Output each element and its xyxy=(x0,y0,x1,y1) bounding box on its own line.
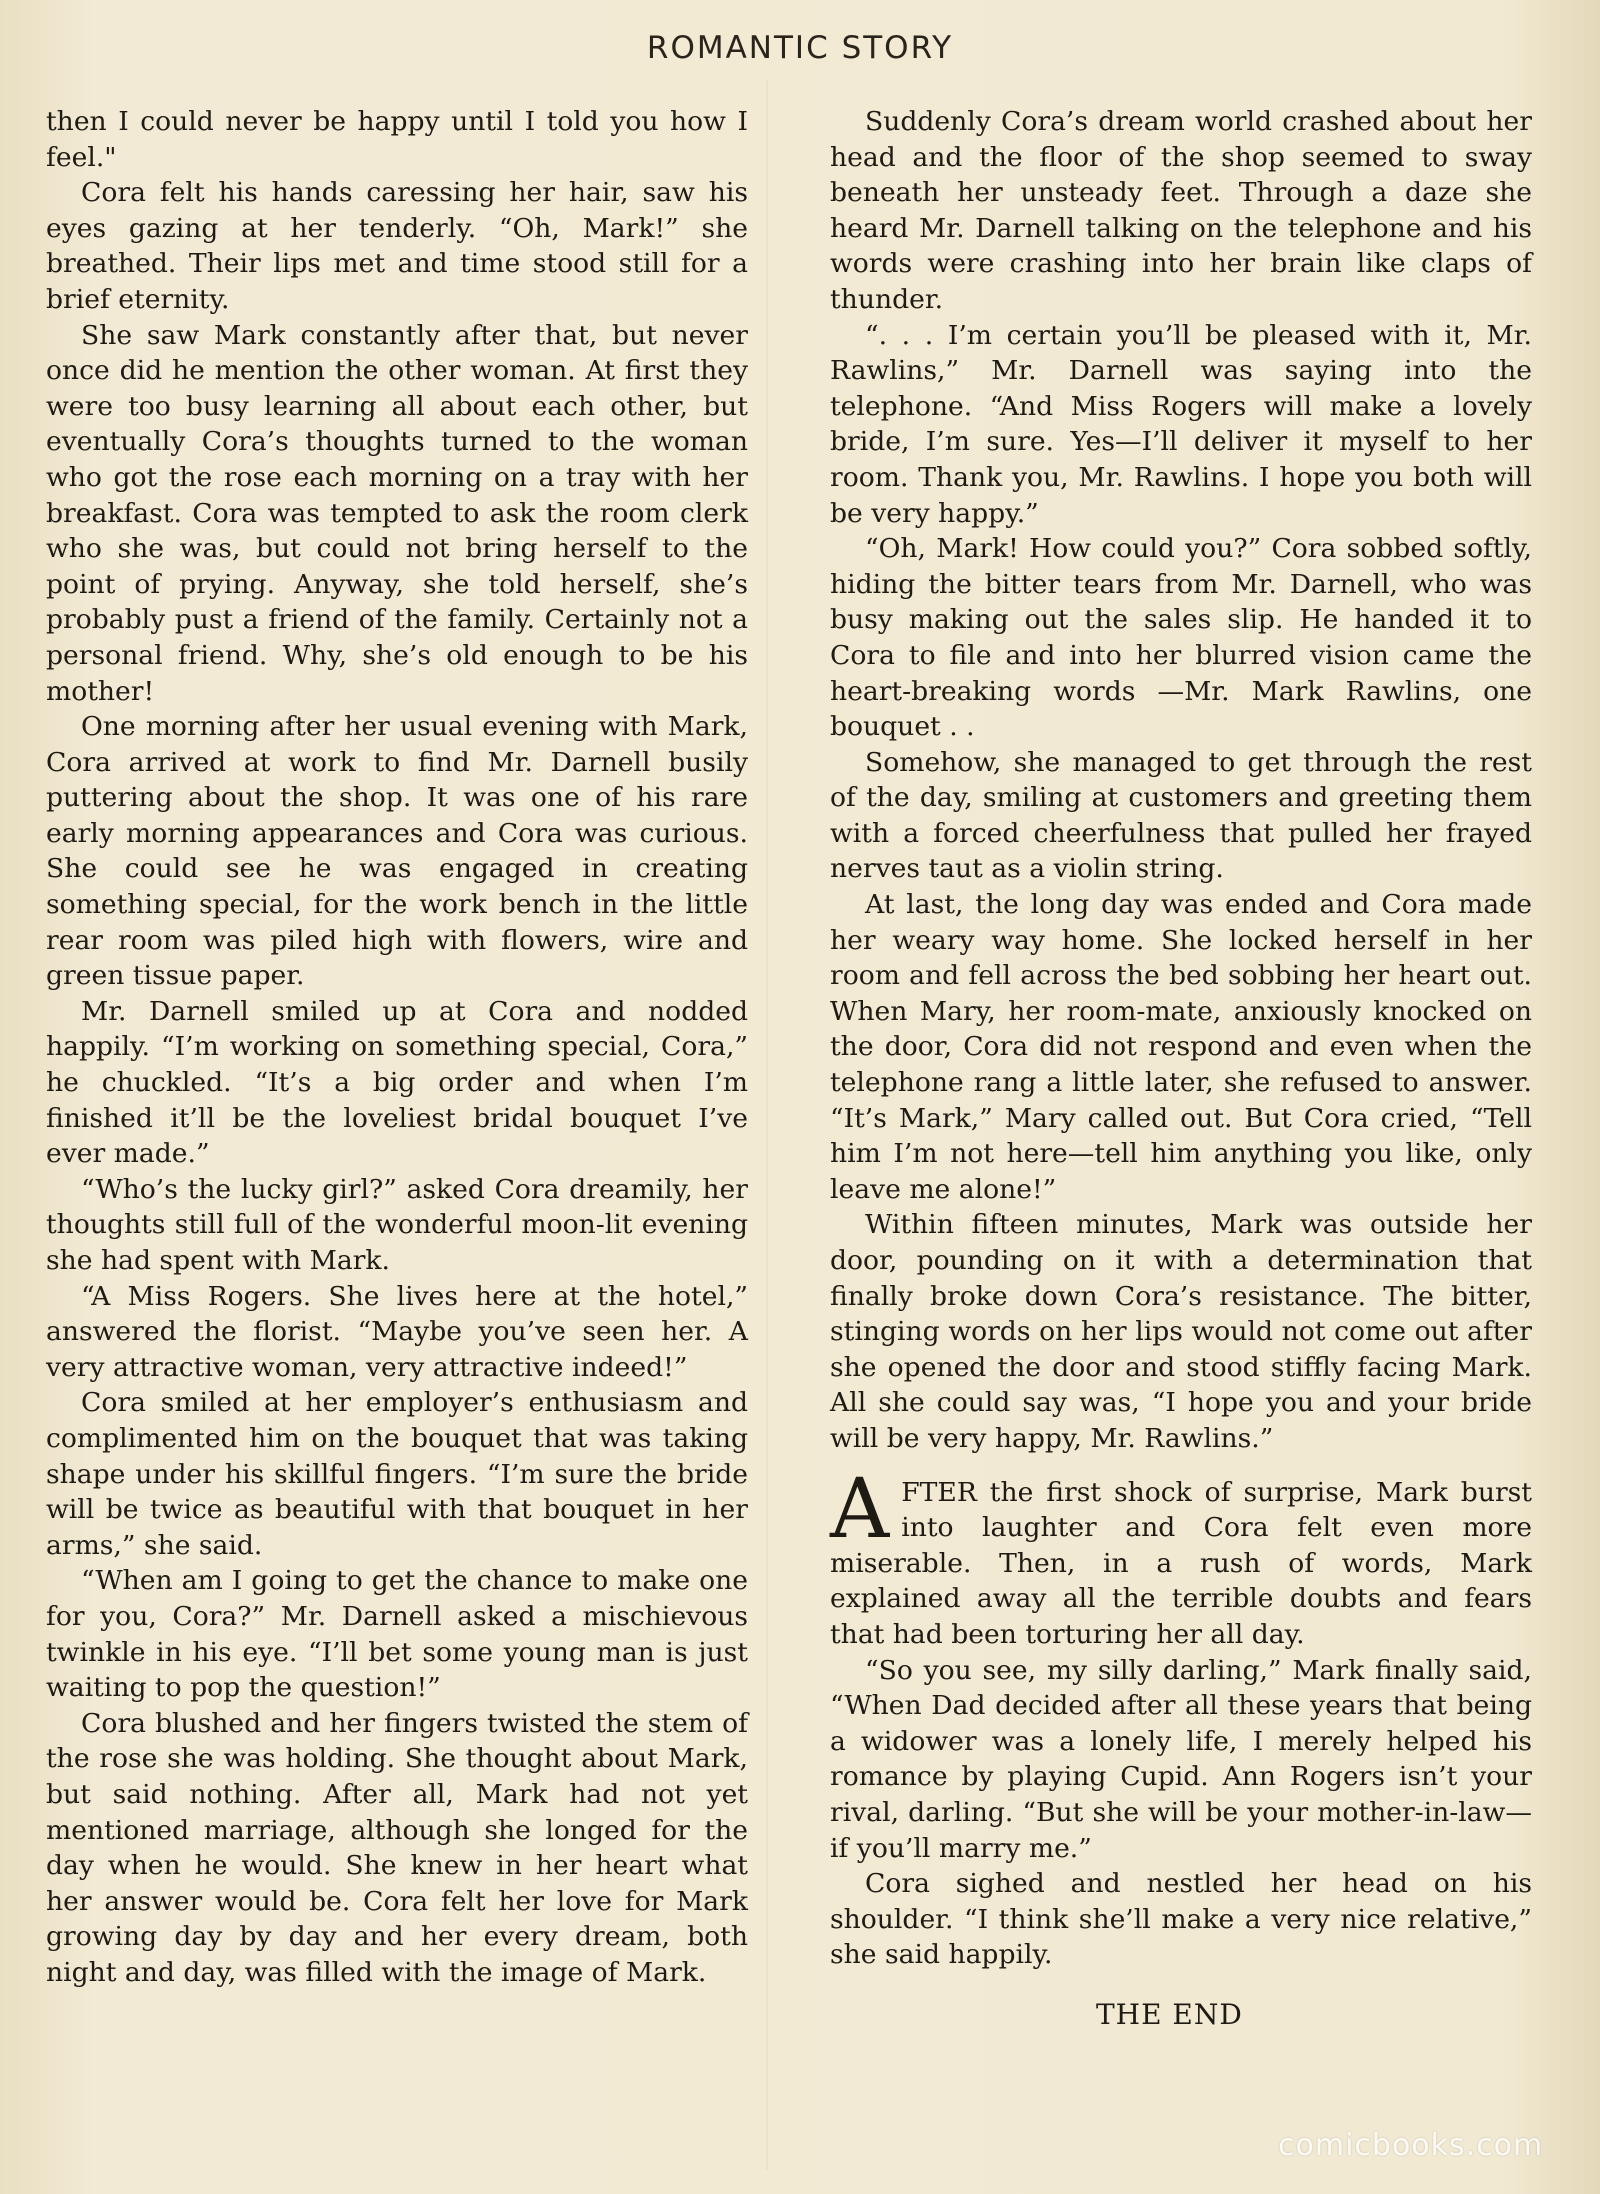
paragraph: One morning after her usual evening with Mark, Cora arrived at work to find Mr. Darnell busily puttering about the shop. It was one of his rare early morning appearances and Cora was curious. She could see he was engaged in creating something special, for the work bench in the little rear room was piled high with flowers, wire and green tissue paper. xyxy=(46,711,748,992)
paragraph: At last, the long day was ended and Cora made her weary way home. She locked herself in her room and fell across the bed sobbing her heart out. When Mary, her room-mate, anxiously knocked on the door, Cora did not respond and even when the telephone rang a little later, she refused to answer. “It’s Mark,” Mary called out. But Cora cried, “Tell him I’m not here—tell him anything you like, only leave me alone!” xyxy=(830,889,1532,1205)
story-column-right xyxy=(830,104,1532,2037)
paragraph: “A Miss Rogers. She lives here at the hotel,” answered the florist. “Maybe you’ve seen her. A very attractive woman, very attractive indeed!” xyxy=(46,1280,748,1383)
running-head: ROMANTIC STORY xyxy=(646,30,954,66)
paragraph: She saw Mark constantly after that, but never once did he mention the other woman. At first they were too busy learning all about each other, but eventually Cora’s thoughts turned to the woman who got the rose each morning on a tray with her breakfast. Cora was tempted to ask the room clerk who she was, but could not bring herself to the point of prying. Anyway, she told herself, she’s probably pust a friend of the family. Certainly not a personal friend. Why, she’s old enough to be his mother! xyxy=(46,319,748,707)
paragraph: Cora sighed and nestled her head on his shoulder. “I think she’ll make a very nice relative,” she said happily. xyxy=(830,1868,1532,1971)
story-column-left xyxy=(46,104,748,1990)
paragraph: then I could never be happy until I told you how I feel." xyxy=(46,106,748,173)
paragraph: Cora felt his hands caressing her hair, saw his eyes gazing at her tenderly. “Oh, Mark!” she breathed. Their lips met and time stood still for a brief eternity. xyxy=(46,177,748,315)
paragraph: Somehow, she managed to get through the rest of the day, smiling at customers and greeting them with a forced cheerfulness that pulled her frayed nerves taut as a violin string. xyxy=(830,746,1532,885)
paragraph: “. . . I’m certain you’ll be pleased with it, Mr. Rawlins,” Mr. Darnell was saying into the telephone. “And Miss Rogers will make a lovely bride, I’m sure. Yes—I’ll deliver it myself to her room. Thank you, Mr. Rawlins. I hope you both will be very happy.” xyxy=(830,319,1532,529)
page-fold-shadow xyxy=(766,80,768,2170)
section-opening-text: FTER the first shock of surprise, Mark burst into laughter and Cora felt even more miserable. Then, in a rush of words, Mark explained away all the terrible doubts and fears that had been torturing her all day. xyxy=(830,1476,1532,1650)
paragraph: Mr. Darnell smiled up at Cora and nodded happily. “I’m working on something special, Cora,” he chuckled. “It’s a big order and when I’m finished it’ll be the loveliest bridal bouquet I’ve ever made.” xyxy=(46,995,748,1170)
paragraph: Cora smiled at her employer’s enthusiasm and complimented him on the bouquet that was taking shape under his skillful fingers. “I’m sure the bride will be twice as beautiful with that bouquet in her arms,” she said. xyxy=(46,1387,748,1561)
paragraph: Cora blushed and her fingers twisted the stem of the rose she was holding. She thought about Mark, but said nothing. After all, Mark had not yet mentioned marriage, although she longed for the day when he would. She knew in her heart what her answer would be. Cora felt her love for Mark growing day by day and her every dream, both night and day, was filled with the image of Mark. xyxy=(46,1707,748,1988)
section-opening-paragraph xyxy=(830,1461,1532,1653)
paragraph: Suddenly Cora’s dream world crashed about her head and the floor of the shop seemed to sway beneath her unsteady feet. Through a daze she heard Mr. Darnell talking on the telephone and his words were crashing into her brain like claps of thunder. xyxy=(830,106,1532,315)
paragraph: Within fifteen minutes, Mark was outside her door, pounding on it with a determination that finally broke down Cora’s resistance. The bitter, stinging words on her lips would not come out after she opened the door and stood stiffly facing Mark. All she could say was, “I hope you and your bride will be very happy, Mr. Rawlins.” xyxy=(830,1209,1532,1454)
paragraph: “When am I going to get the chance to make one for you, Cora?” Mr. Darnell asked a mischievous twinkle in his eye. “I’ll bet some young man is just waiting to pop the question!” xyxy=(46,1565,748,1704)
the-end-label: THE END xyxy=(1096,1997,1243,2031)
paragraph: “So you see, my silly darling,” Mark finally said, “When Dad decided after all these years that being a widower was a lonely life, I merely helped his romance by playing Cupid. Ann Rogers isn’t your rival, darling. “But she will be your mother-in-law—if you’ll marry me.” xyxy=(830,1654,1532,1864)
paragraph: “Who’s the lucky girl?” asked Cora dreamily, her thoughts still full of the wonderful moon-lit evening she had spent with Mark. xyxy=(46,1173,748,1276)
paragraph: “Oh, Mark! How could you?” Cora sobbed softly, hiding the bitter tears from Mr. Darnell, who was busy making out the sales slip. He handed it to Cora to file and into her blurred vision came the heart-breaking words —Mr. Mark Rawlins, one bouquet . . xyxy=(830,533,1532,743)
drop-cap: A xyxy=(830,1461,890,1557)
end-row xyxy=(830,1997,1532,2037)
watermark: comicbooks.com xyxy=(1278,2128,1544,2163)
